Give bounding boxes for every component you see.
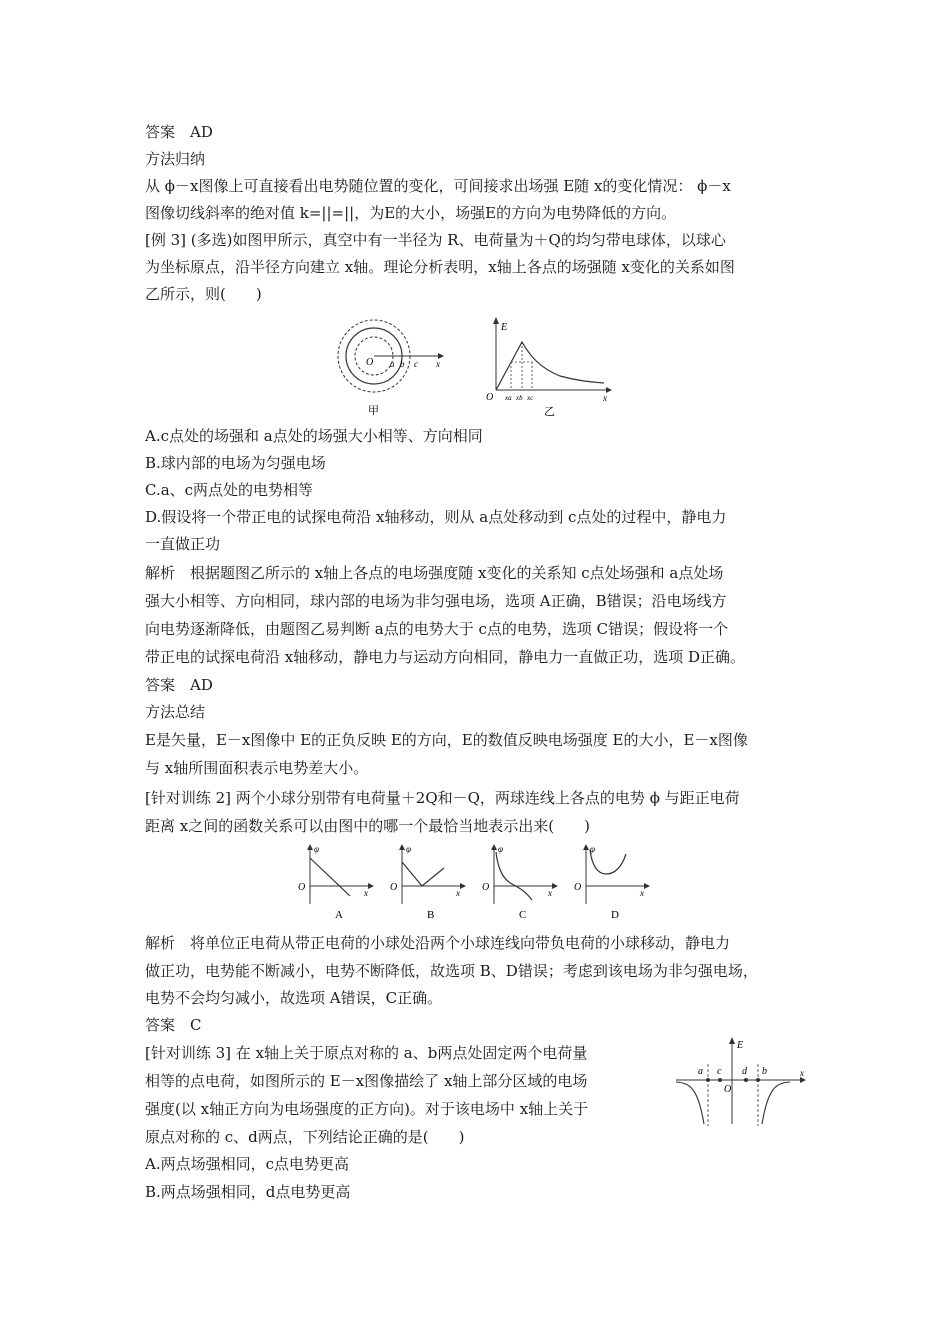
fig-yi-o: O — [486, 392, 494, 403]
text-line: E是矢量，E－x图像中 E的正负反映 E的方向，E的数值反映电场强度 E的大小，E－x图像 — [145, 731, 748, 749]
fig-jia-c: c — [414, 359, 418, 369]
phi-label: φ — [314, 844, 319, 854]
fig3-c-label: c — [717, 1066, 722, 1077]
phi-graph-b — [390, 844, 466, 921]
training-3-line: 相等的点电荷，如图所示的 E－x图像描绘了 x轴上部分区域的电场 — [145, 1072, 588, 1090]
phi-label: φ — [498, 844, 503, 854]
analysis-line: 向电势逐渐降低，由题图乙易判断 a点的电势大于 c点的电势，选项 C错误；假设将一个 — [145, 620, 729, 638]
training-2-line: [针对训练 2] 两个小球分别带有电荷量＋2Q和－Q，两球连线上各点的电势 ϕ 与距正电荷 — [145, 789, 740, 807]
text-line: 乙所示，则( ) — [145, 285, 262, 303]
fig-jia-x: x — [436, 359, 440, 369]
fig-yi-e: E — [501, 322, 508, 333]
origin-label: O — [574, 882, 582, 893]
phi-graph-c — [482, 844, 558, 921]
analysis-line: 强大小相等、方向相同，球内部的电场为非匀强电场，选项 A正确，B错误；沿电场线方 — [145, 592, 727, 610]
fig-jia-caption: 甲 — [368, 405, 379, 417]
option-label-c: C — [519, 909, 527, 921]
fig-yi-caption: 乙 — [544, 406, 555, 418]
text-line: 图像切线斜率的绝对值 k=||=||，为E的大小，场强E的方向为电势降低的方向。 — [145, 204, 677, 222]
option-c: C.a、c两点处的电势相等 — [145, 481, 314, 499]
fig-yi-xb: xb — [516, 394, 523, 402]
fig-jia-o: O — [366, 357, 374, 368]
analysis-line: 带正电的试探电荷沿 x轴移动，静电力与运动方向相同，静电力一直做正功，选项 D正确。 — [145, 648, 746, 666]
text-line: 从 ϕ－x图像上可直接看出电势随位置的变化，可间接求出场强 E随 x的变化情况： ϕ－x — [145, 177, 731, 195]
analysis-line: 做正功，电势能不断减小，电势不断降低，故选项 B、D错误；考虑到该电场为非匀强电场， — [145, 962, 758, 980]
phi-label: φ — [590, 844, 595, 854]
origin-label: O — [298, 882, 306, 893]
option-b: B.球内部的电场为匀强电场 — [145, 454, 326, 472]
option-label-a: A — [335, 909, 343, 921]
example-3-line: [例 3] (多选)如图甲所示，真空中有一半径为 R、电荷量为＋Q的均匀带电球体，以球心 — [145, 231, 726, 249]
figure-e-x-two-charges — [672, 1034, 812, 1130]
fig3-origin-label: O — [724, 1084, 732, 1095]
analysis-line: 电势不会均匀减小，故选项 A错误，C正确。 — [145, 989, 443, 1007]
analysis-line: 解析 将单位正电荷从带正电荷的小球处沿两个小球连线向带负电荷的小球移动，静电力 — [145, 934, 731, 952]
phi-graph-a — [298, 844, 374, 921]
x-label: x — [364, 888, 368, 898]
figure-jia — [338, 320, 444, 417]
figure-yi — [486, 317, 612, 418]
answer-2: 答案 AD — [145, 676, 213, 694]
fig3-d-label: d — [742, 1066, 747, 1077]
option-a: A.c点处的场强和 a点处的场强大小相等、方向相同 — [145, 427, 483, 445]
figure-jia-yi — [330, 312, 630, 420]
fig-jia-a: a — [390, 359, 395, 369]
x-label: x — [456, 888, 460, 898]
method-heading-2: 方法总结 — [145, 703, 206, 721]
training-2-line: 距离 x之间的函数关系可以由图中的哪一个最恰当地表示出来( ) — [145, 817, 590, 835]
option-d-cont: 一直做正功 — [145, 535, 221, 553]
fig-jia-b: b — [400, 359, 405, 369]
option-label-d: D — [611, 909, 619, 921]
option-label-b: B — [427, 909, 435, 921]
analysis-line: 解析 根据题图乙所示的 x轴上各点的电场强度随 x变化的关系知 c点处场强和 a点处场 — [145, 564, 724, 582]
fig3-b-label: b — [762, 1066, 767, 1077]
fig-yi-xa: xa — [505, 394, 512, 402]
fig-yi-x: x — [603, 393, 607, 403]
figure-phi-x-options — [290, 842, 670, 924]
method-heading-1: 方法归纳 — [145, 150, 206, 168]
answer-3: 答案 C — [145, 1016, 202, 1034]
training-3-line: 强度(以 x轴正方向为电场强度的正方向)。对于该电场中 x轴上关于 — [145, 1100, 589, 1118]
fig3-a-label: a — [698, 1066, 703, 1077]
text-line: 与 x轴所围面积表示电势差大小。 — [145, 759, 369, 777]
answer-1: 答案 AD — [145, 123, 213, 141]
origin-label: O — [482, 882, 490, 893]
x-label: x — [548, 888, 552, 898]
option-a-3: A.两点场强相同，c点电势更高 — [145, 1155, 350, 1173]
x-label: x — [640, 888, 644, 898]
phi-graph-d — [574, 844, 650, 921]
origin-label: O — [390, 882, 398, 893]
phi-label: φ — [406, 844, 411, 854]
text-line: 为坐标原点，沿半径方向建立 x轴。理论分析表明，x轴上各点的场强随 x变化的关系如图 — [145, 258, 735, 276]
fig3-x-label: x — [800, 1068, 804, 1078]
fig-yi-xc: xc — [527, 394, 534, 402]
option-b-3: B.两点场强相同，d点电势更高 — [145, 1183, 351, 1201]
option-d: D.假设将一个带正电的试探电荷沿 x轴移动，则从 a点处移动到 c点处的过程中，静电力 — [145, 508, 727, 526]
fig3-e-label: E — [737, 1040, 744, 1051]
training-3-line: 原点对称的 c、d两点，下列结论正确的是( ) — [145, 1128, 465, 1146]
training-3-line: [针对训练 3] 在 x轴上关于原点对称的 a、b两点处固定两个电荷量 — [145, 1044, 588, 1062]
